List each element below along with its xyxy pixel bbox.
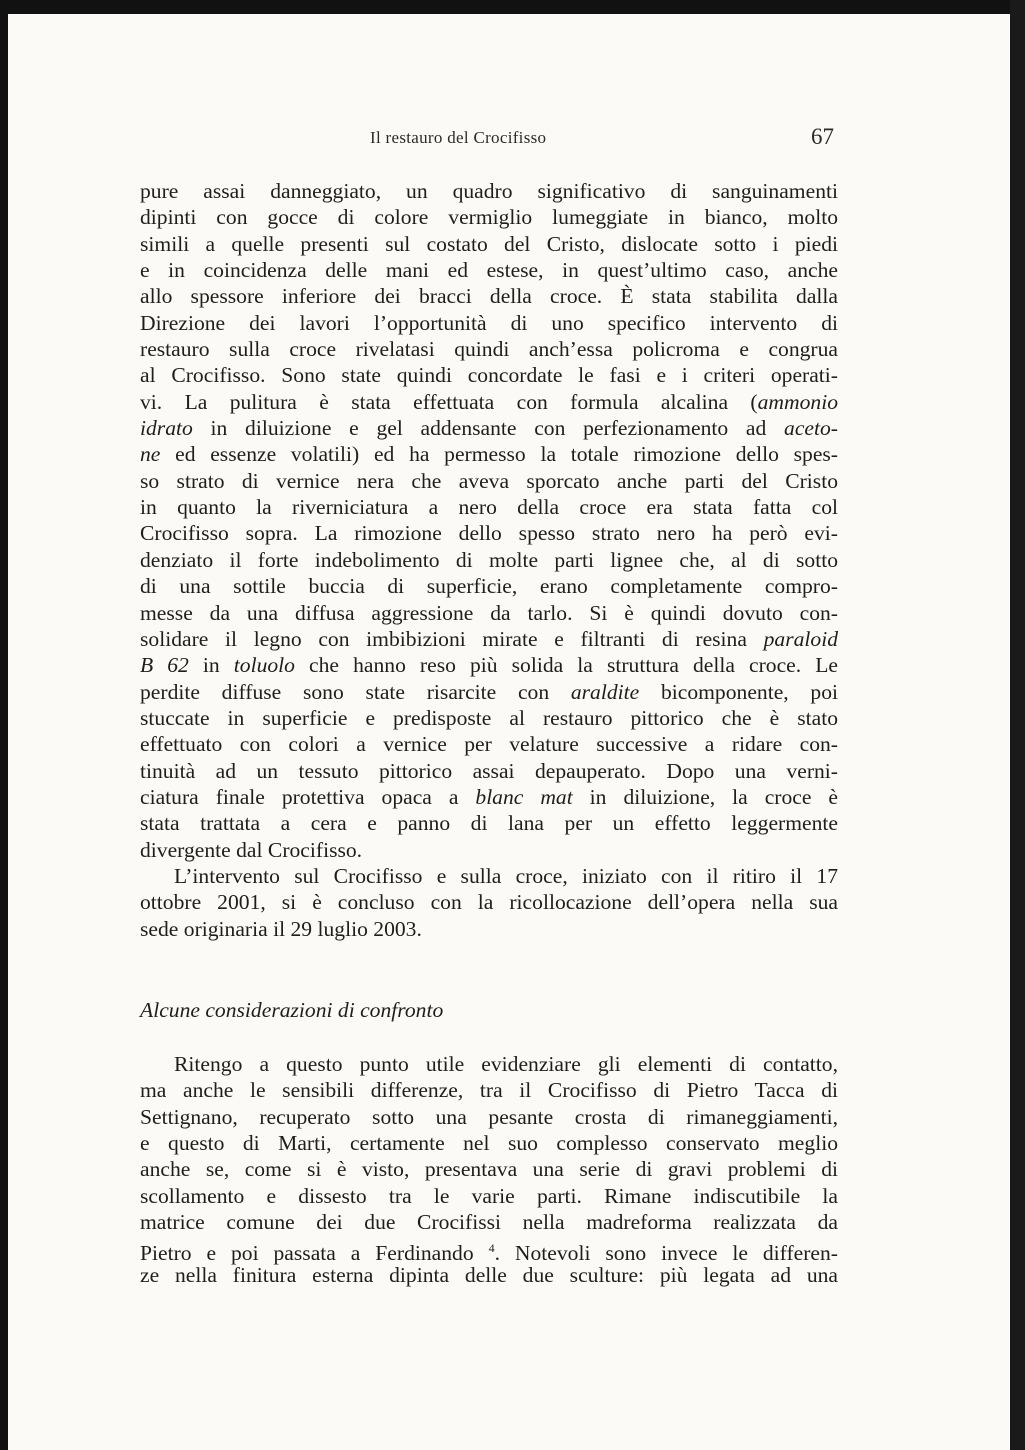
text-line (140, 705, 838, 731)
text-line (140, 758, 838, 784)
text-line (140, 916, 838, 942)
text-line (140, 573, 838, 599)
text-line (140, 1235, 838, 1266)
text-line (140, 494, 838, 520)
text-segment: di una sottile buccia di superficie, erano completamente compro- (140, 574, 838, 599)
text-segment: in quanto la riverniciatura a nero della croce era stata fatta col (140, 495, 838, 520)
text-segment: tinuità ad un tessuto pittorico assai depauperato. Dopo una verni- (140, 758, 838, 783)
text-line (140, 784, 838, 810)
text-segment: divergente dal Crocifisso. (140, 837, 363, 862)
text-segment: . Notevoli sono invece le differen- (494, 1241, 838, 1266)
text-segment: anche se, come si è visto, presentava una serie di gravi problemi di (140, 1157, 838, 1182)
text-segment: che hanno reso più solida la struttura della croce. Le (294, 653, 838, 678)
text-line (140, 837, 838, 863)
text-line (140, 1130, 838, 1156)
text-line (140, 731, 838, 757)
text-line (140, 310, 838, 336)
text-segment: ottobre 2001, si è concluso con la ricollocazione dell’opera nella sua (140, 890, 838, 915)
text-segment: stata trattata a cera e panno di lana per un effetto leggermente (140, 811, 838, 836)
text-line (140, 1156, 838, 1182)
italic-term: paraloid (763, 626, 838, 651)
italic-term: ne (140, 442, 161, 467)
paragraph (140, 863, 838, 942)
text-line (140, 520, 838, 546)
text-segment: al Crocifisso. Sono state quindi concordate le fasi e i criteri operati- (140, 363, 838, 388)
text-line (140, 415, 838, 441)
text-segment: messe da una diffusa aggressione da tarlo. Si è quindi dovuto con- (140, 600, 838, 625)
text-line (140, 1209, 838, 1235)
text-segment: vi. La pulitura è stata effettuata con formula alcalina ( (140, 389, 758, 414)
text-segment: Direzione dei lavori l’opportunità di uno specifico intervento di (140, 310, 838, 335)
text-line (140, 889, 838, 915)
text-line (140, 468, 838, 494)
text-segment: in diluizione e gel addensante con perfezionamento ad (192, 416, 785, 441)
text-segment: simili a quelle presenti sul costato del Cristo, dislocate sotto i piedi (140, 231, 838, 256)
text-segment: perdite diffuse sono state risarcite con (140, 679, 571, 704)
text-segment: Settignano, recuperato sotto una pesante crosta di rimaneggiamenti, (140, 1104, 838, 1129)
italic-term: B 62 (140, 653, 189, 678)
text-line (140, 600, 838, 626)
text-segment: L’intervento sul Crocifisso e sulla croce, iniziato con il ritiro il 17 (174, 863, 838, 888)
text-line (140, 389, 838, 415)
footnote-ref[interactable]: 4 (488, 1241, 495, 1256)
text-segment: in (188, 653, 234, 678)
text-segment: bicomponente, poi (639, 679, 838, 704)
text-line (140, 679, 838, 705)
text-segment: e questo di Marti, certamente nel suo complesso conservato meglio (140, 1131, 838, 1155)
italic-term: ammonio (757, 389, 838, 414)
section-restoration-text (140, 178, 838, 942)
text-segment: ed essenze volatili) ed ha permesso la totale rimozione dello spes- (160, 442, 838, 467)
paragraph (140, 178, 838, 863)
text-segment: sede originaria il 29 luglio 2003. (140, 916, 422, 941)
text-line (140, 362, 838, 388)
text-segment: solidare il legno con imbibizioni mirate e filtranti di resina (140, 626, 764, 651)
text-line (140, 547, 838, 573)
text-line (140, 283, 838, 309)
text-line (140, 1183, 838, 1209)
book-page (8, 14, 1010, 1450)
text-segment: matrice comune dei due Crocifissi nella madreforma realizzata da (140, 1210, 838, 1235)
text-segment: allo spessore inferiore dei bracci della croce. È stata stabilita dalla (140, 284, 838, 309)
italic-term: toluolo (233, 653, 295, 678)
page-number: 67 (811, 124, 834, 149)
text-line (140, 178, 838, 204)
text-segment: in diluizione, la croce è (572, 784, 838, 809)
text-segment: pure assai danneggiato, un quadro significativo di sanguinamenti (140, 179, 838, 203)
section-heading: Alcune considerazioni di confronto (140, 997, 444, 1022)
text-segment: Crocifisso sopra. La rimozione dello spesso strato nero ha però evi- (140, 521, 838, 546)
section-comparison-text (140, 1051, 838, 1288)
italic-term: idrato (140, 416, 193, 441)
text-segment: denziato il forte indebolimento di molte parti lignee che, al di sotto (140, 547, 838, 572)
text-line (140, 863, 838, 889)
italic-term: aceto- (784, 416, 838, 441)
text-line (140, 1077, 838, 1103)
text-line (140, 441, 838, 467)
text-segment: effettuato con colori a vernice per velature successive a ridare con- (140, 732, 838, 757)
text-line (140, 652, 838, 678)
text-segment: Ritengo a questo punto utile evidenziare gli elementi di contatto, (174, 1051, 838, 1076)
text-line (140, 1262, 838, 1288)
italic-term: araldite (570, 679, 640, 704)
text-line (140, 1104, 838, 1130)
body-text (140, 178, 838, 1288)
scan-edge (1010, 0, 1025, 1450)
text-segment: dipinti con gocce di colore vermiglio lumeggiate in bianco, molto (140, 205, 838, 230)
text-segment: Pietro e poi passata a Ferdinando (140, 1241, 489, 1266)
text-line (140, 336, 838, 362)
text-segment: ciatura finale protettiva opaca a (140, 784, 476, 809)
text-line (140, 1051, 838, 1077)
text-segment: scollamento e dissesto tra le varie parti. Rimane indiscutibile la (140, 1183, 838, 1208)
text-segment: stuccate in superficie e predisposte al restauro pittorico che è stato (140, 705, 838, 730)
text-line (140, 626, 838, 652)
text-line (140, 231, 838, 257)
text-segment: ze nella finitura esterna dipinta delle due sculture: più legata ad una (140, 1262, 838, 1287)
text-line (140, 257, 838, 283)
paragraph (140, 1051, 838, 1288)
text-segment: ma anche le sensibili differenze, tra il Crocifisso di Pietro Tacca di (140, 1078, 838, 1103)
text-line (140, 204, 838, 230)
text-segment: restauro sulla croce rivelatasi quindi anch’essa policroma e congrua (140, 337, 838, 362)
running-title: Il restauro del Crocifisso (370, 128, 547, 147)
text-segment: e in coincidenza delle mani ed estese, in quest’ultimo caso, anche (140, 258, 838, 283)
text-line (140, 810, 838, 836)
text-segment: so strato di vernice nera che aveva sporcato anche parti del Cristo (140, 468, 838, 493)
italic-term: blanc mat (475, 784, 573, 809)
